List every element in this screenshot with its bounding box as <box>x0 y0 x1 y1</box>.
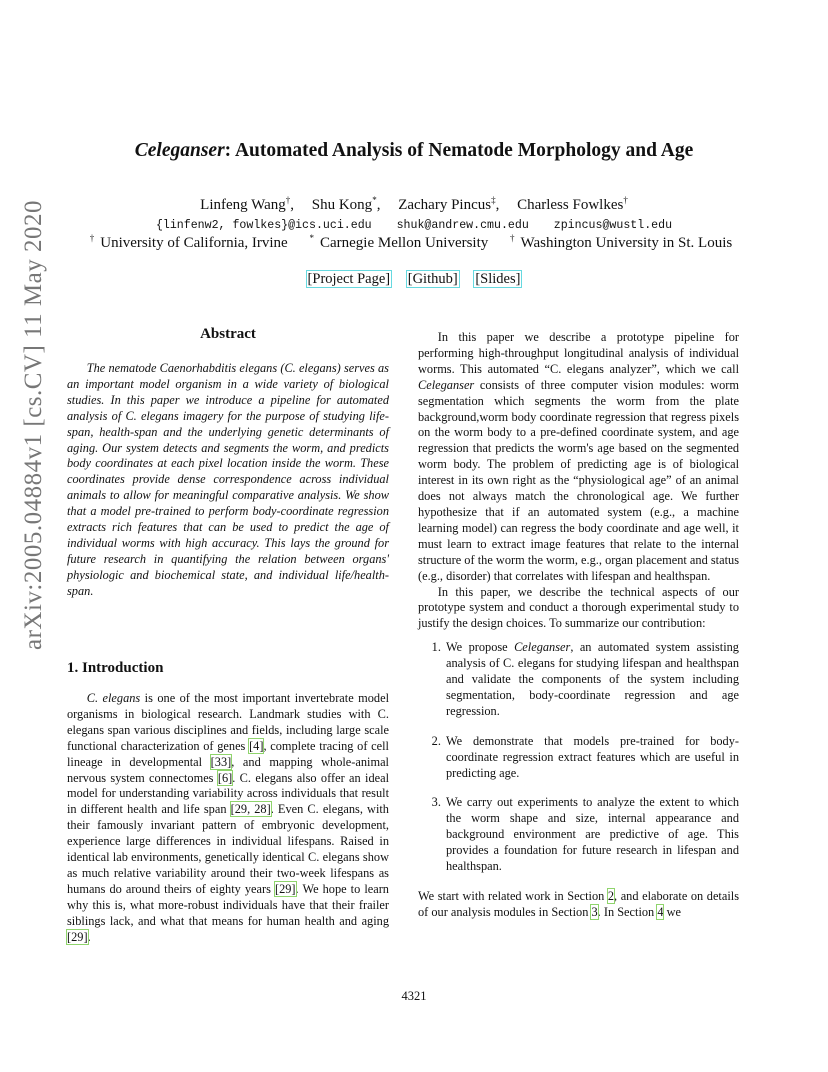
author: Linfeng Wang†, <box>200 195 294 213</box>
author: Shu Kong*, <box>311 195 381 213</box>
citation-link[interactable]: [4] <box>249 738 264 753</box>
body-paragraph: In this paper we describe a prototype pipeline for performing high-throughput longitudinal analysis of individual worms. This automated “C. elegans analyzer”, which we call Celeganser consists of three computer vision modules: worm segmentation which segments the worm from the plate background,worm body coordinate regression that regress pixels on the worm body to a pre-defined coordinate system, and age regression that predicts the worm's age based on the segmented worm body. The problem of predicting age is of biological interest in its own right as the “physiological age” of an animal does not always match the chronological age. We further hypothesize that if an automated system (e.g., a machine learning model) can regress the body coordinate and age well, it must learn to extract image features that relate to the internal structure of the worm the worm, e.g., organ placement and status (e.g., disorder) that correlates with lifespan and healthspan. <box>418 330 739 583</box>
email: zpincus@wustl.edu <box>553 219 673 232</box>
citation-link[interactable]: [29, 28] <box>230 802 271 817</box>
author: Charless Fowlkes† <box>517 195 628 213</box>
section-link[interactable]: 3 <box>591 904 598 919</box>
author-emails <box>0 219 828 232</box>
list-item: 3. We carry out experiments to analyze the extent to which the worm shape and size, internal appearance and background environment are predictive of age. This provides a foundation for future research in lifespan and healthspan. <box>444 795 739 875</box>
resource-links <box>0 271 828 288</box>
list-item: 1. We propose Celeganser, an automated system assisting analysis of C. elegans for studying lifespan and healthspan and validate the components of the system including segmentation, body-coordinate regression and age regression. <box>444 640 739 720</box>
author: Zachary Pincus‡, <box>398 195 500 213</box>
right-column <box>418 330 739 921</box>
abstract-heading: Abstract <box>200 326 256 342</box>
arxiv-identifier: arXiv:2005.04884v1 [cs.CV] 11 May 2020 <box>20 200 47 650</box>
affiliation: * Carnegie Mellon University <box>309 233 489 251</box>
affiliation: † Washington University in St. Louis <box>510 233 733 251</box>
slides-link[interactable]: [Slides] <box>475 271 521 287</box>
introduction-paragraph: C. elegans is one of the most important invertebrate model organisms in biological research. Landmark studies with C. elegans span various disciplines and fields, including large scale functional characterization of genes [4], complete tracing of cell lineage in developmental [33], and mapping whole-animal nervous system connectomes [6]. C. elegans also offer an ideal model for understanding variability across individuals that result in different health and life span [29, 28]. Even C. elegans, with their famously invariant pattern of embryonic development, experience large differences in individual lifespans. Raised in identical lab environments, genetically identical C. elegans show as much relative variability around their two-week lifespans as humans do around theirs of eighty years [29]. We hope to learn why this is, what more-robust individuals have that their frailer siblings lack, and what that means for human health and aging [29]. <box>67 691 389 944</box>
citation-link[interactable]: [33] <box>210 754 232 769</box>
email: shuk@andrew.cmu.edu <box>396 219 529 232</box>
citation-link[interactable]: [29] <box>274 881 296 896</box>
author-list <box>0 195 828 214</box>
introduction-heading: 1. Introduction <box>67 660 164 676</box>
body-paragraph: We start with related work in Section 2, and elaborate on details of our analysis modules in Section 3. In Section 4 we <box>418 889 740 919</box>
section-link[interactable]: 4 <box>657 904 664 919</box>
page-number: 4321 <box>401 989 427 1003</box>
list-item: 2. We demonstrate that models pre-trained for body-coordinate regression extract features which are useful in predicting age. <box>444 734 739 782</box>
project-page-link[interactable]: [Project Page] <box>307 271 391 287</box>
abstract-text: The nematode Caenorhabditis elegans (C. elegans) serves as an important model organism in a wide variety of biological studies. In this paper we introduce a pipeline for automated analysis of C. elegans imagery for the purpose of studying life-span, health-span and the underlying genetic determinants of aging. Our system detects and segments the worm, and predicts body coordinates at each pixel location inside the worm. These coordinates provide dense correspondence across individual animals to allow for meaningful comparative analysis. We show that a model pre-trained to perform body-coordinate regression extracts rich features that can be used to predict the age of individual worms with high accuracy. This lays the ground for future research in quantifying the relation between organs' physiologic and biochemical state, and individual life/health-span. <box>67 361 389 598</box>
title-italic: Celeganser <box>134 140 225 161</box>
email: {linfenw2, fowlkes}@ics.uci.edu <box>155 219 372 232</box>
citation-link[interactable]: [6] <box>217 770 233 785</box>
paper-title <box>0 140 828 162</box>
section-link[interactable]: 2 <box>607 889 615 903</box>
contribution-list <box>418 640 739 875</box>
body-paragraph: In this paper, we describe the technical aspects of our prototype system and conduct a thorough experimental study to justify the design choices. To summarize our contribution: <box>418 584 739 631</box>
github-link[interactable]: [Github] <box>407 271 458 287</box>
citation-link[interactable]: [29] <box>67 929 88 944</box>
affiliation: † University of California, Irvine <box>89 233 288 251</box>
title-rest: : Automated Analysis of Nematode Morphology and Age <box>224 140 694 161</box>
affiliation-list <box>0 233 828 252</box>
